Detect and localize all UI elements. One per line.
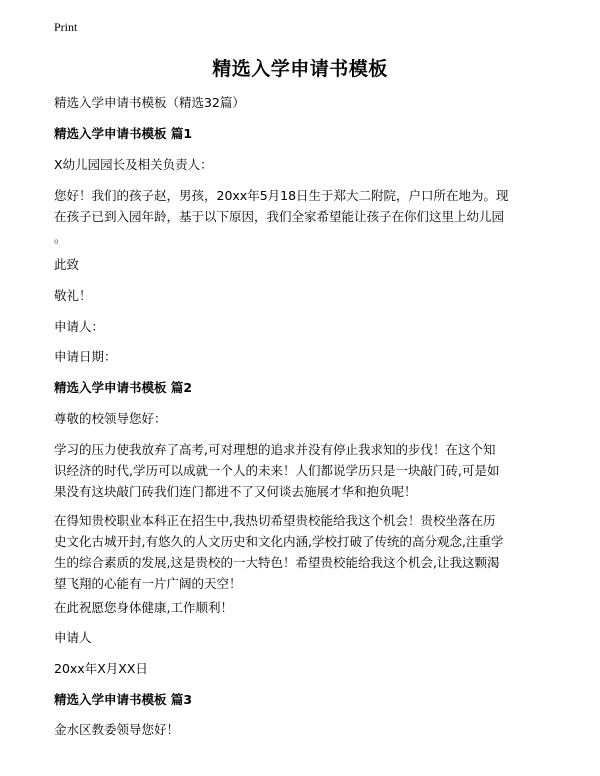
paragraph-line: 史文化古城开封,有悠久的人文历史和文化内涵,学校打破了传统的高分观念,注重学 — [54, 534, 504, 549]
paragraph-line: 您好！我们的孩子赵，男孩，20xx年5月18日生于郑大二附院，户口所在地为。现 — [54, 188, 509, 203]
paragraph-line: 在得知贵校职业本科正在招生中,我热切希望贵校能给我这个机会！贵校坐落在历 — [54, 513, 496, 528]
paragraph-line: 识经济的时代,学历可以成就一个人的未来！人们都说学历只是一块敲门砖,可是如 — [54, 463, 500, 478]
section2-date: 20xx年X月XX日 — [54, 661, 148, 676]
print-label[interactable]: Print — [54, 20, 78, 34]
section1-applicant: 申请人： — [54, 319, 105, 334]
section-heading-1: 精选入学申请书模板 篇1 — [54, 126, 193, 141]
section1-body-paragraph — [54, 185, 554, 248]
section2-wish: 在此祝愿您身体健康,工作顺利！ — [54, 600, 233, 615]
section2-applicant: 申请人 — [54, 630, 92, 645]
section-heading-2: 精选入学申请书模板 篇2 — [54, 380, 193, 395]
section1-salutation: X幼儿园园长及相关负责人： — [54, 157, 213, 172]
section-heading-3: 精选入学申请书模板 篇3 — [54, 692, 193, 707]
section1-closing-2: 敬礼！ — [54, 288, 92, 303]
section2-salutation: 尊敬的校领导您好： — [54, 411, 167, 426]
paragraph-line: 果没有这块敲门砖我们连门都进不了又何谈去施展才华和抱负呢！ — [54, 484, 417, 499]
section2-paragraph-2 — [54, 510, 554, 594]
document-subtitle: 精选入学申请书模板（精选32篇） — [54, 95, 245, 110]
paragraph-line: 生的综合素质的发展,这是贵校的一大特色！希望贵校能给我这个机会,让我这颗渴 — [54, 555, 500, 570]
paragraph-line: 。 — [54, 230, 67, 245]
section2-paragraph-1 — [54, 439, 554, 502]
paragraph-line: 在孩子已到入园年龄，基于以下原因，我们全家希望能让孩子在你们这里上幼儿园 — [54, 209, 505, 224]
paragraph-line: 望飞翔的心能有一片广阔的天空！ — [54, 576, 242, 591]
section3-salutation: 金水区教委领导您好！ — [54, 722, 180, 737]
paragraph-line: 学习的压力使我放弃了高考,可对理想的追求并没有停止我求知的步伐！在这个知 — [54, 442, 496, 457]
page-title: 精选入学申请书模板 — [212, 58, 388, 80]
section1-closing-1: 此致 — [54, 257, 80, 272]
section1-date: 申请日期： — [54, 349, 117, 364]
